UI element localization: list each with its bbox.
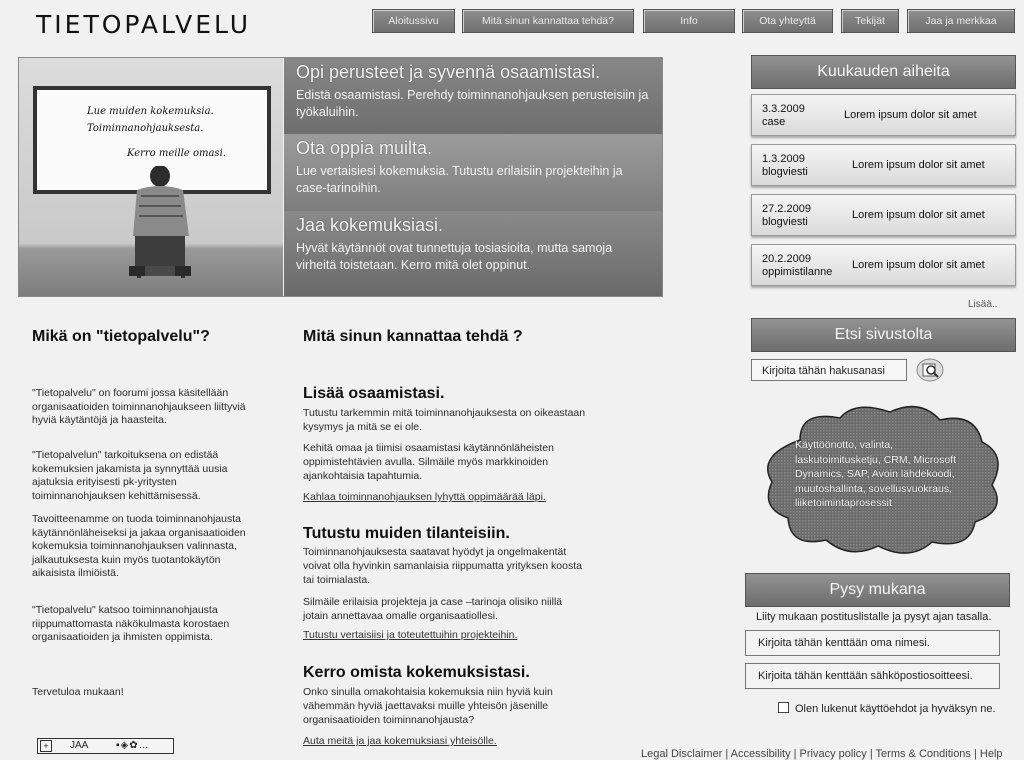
hero-panels — [284, 58, 662, 296]
hero-panel-learn[interactable] — [284, 58, 662, 134]
hero-panel-learn-from-others[interactable] — [284, 134, 662, 211]
section-link[interactable]: Auta meitä ja jaa kokemuksiasi yhteisölle. — [303, 735, 497, 747]
seated-person-image — [119, 166, 199, 284]
news-item[interactable] — [751, 144, 1016, 186]
plus-icon: + — [40, 740, 52, 752]
hero-panel-title: Ota oppia muilta. — [296, 138, 433, 158]
nav-info-button[interactable]: Info — [643, 9, 735, 33]
news-type: blogviesti — [762, 166, 808, 178]
search-icon[interactable] — [915, 357, 945, 383]
terms-checkbox[interactable] — [778, 702, 789, 713]
follow-header: Pysy mukana — [745, 573, 1010, 607]
more-link[interactable]: Lisää.. — [968, 299, 998, 310]
hero-panel-title: Jaa kokemuksiasi. — [296, 215, 444, 235]
news-item[interactable] — [751, 194, 1016, 236]
section-text: Kehitä omaa ja tiimisi osaamistasi käytännönläheisten oppimistehtävien avulla. Silmäile myös markkinoiden ajankohtaisia tapahtumia. — [303, 442, 554, 482]
section-link[interactable]: Tutustu vertaisiisi ja toteutettuihin projekteihin. — [303, 629, 518, 641]
nav-authors-button[interactable]: Tekijät — [841, 9, 899, 33]
news-item[interactable] — [751, 244, 1016, 286]
email-field[interactable]: Kirjoita tähän kenttään sähköpostiosoitteesi. — [745, 663, 1000, 689]
news-type: blogviesti — [762, 216, 808, 228]
news-title: Lorem ipsum dolor sit amet — [844, 109, 977, 121]
section-link[interactable]: Kahlaa toiminnanohjauksen lyhyttä oppimäärää läpi. — [303, 491, 546, 503]
about-paragraph: Tavoitteenamme on tuoda toiminnanohjausta käytännönläheiseksi ja jakaa organisaatioiden kokemuksia toiminnanohjauksen valinnasta, jalkautuksesta kuin myös tuotantokäytön aikaisista ilmiöistä. — [32, 513, 246, 579]
board-line: Kerro meille omasi. — [127, 148, 226, 159]
todo-title: Mitä sinun kannattaa tehdä ? — [303, 328, 523, 345]
social-icons[interactable]: ▪◈✿… — [116, 740, 150, 751]
news-date: 20.2.2009 — [762, 253, 811, 265]
nav-contact-button[interactable]: Ota yhteyttä — [742, 9, 833, 33]
footer-links[interactable]: Legal Disclaimer | Accessibility | Privacy policy | Terms & Conditions | Help — [641, 748, 1003, 760]
news-date: 27.2.2009 — [762, 203, 811, 215]
section-title: Lisää osaamistasi. — [303, 385, 445, 402]
news-type: case — [762, 116, 786, 128]
hero-panel-text: Lue vertaisiesi kokemuksia. Tutustu erilaisiin projekteihin ja case-tarinoihin. — [296, 164, 623, 195]
nav-share-button[interactable]: Jaa ja merkkaa — [907, 9, 1015, 33]
about-paragraph: "Tietopalvelu" on foorumi jossa käsitellään organisaatioiden toiminnanohjaukseen liittyviä hyviä käytäntöjä ja haasteita. — [32, 387, 246, 426]
hero-panel-text: Hyvät käytännöt ovat tunnettuja tosiasioita, mutta samoja virheitä toistetaan. Kerro mitä olet oppinut. — [296, 241, 613, 272]
about-title: Mikä on "tietopalvelu"? — [32, 328, 210, 345]
tag-cloud-text[interactable]: Käyttöönotto, valinta, laskutoimitusketju, CRM, Microsoft Dynamics, SAP, Avoin lähdekoodi, muutoshallinta, sovellusvuokraus, liiketoimintaprosessit — [795, 439, 957, 509]
board-line: Toiminnanohjauksesta. — [87, 123, 204, 134]
nav-home-button[interactable]: Aloitussivu — [372, 9, 455, 33]
news-title: Lorem ipsum dolor sit amet — [852, 259, 985, 271]
hero-banner — [18, 57, 663, 297]
share-bar[interactable] — [37, 738, 174, 754]
section-text: Tutustu tarkemmin mitä toiminnanohjauksesta on oikeastaan kysymys ja mitä se ei ole. — [303, 407, 586, 433]
section-title: Kerro omista kokemuksistasi. — [303, 664, 530, 681]
site-logo[interactable]: TIETOPALVELU — [36, 10, 252, 39]
hero-panel-text: Edistä osaamistasi. Perehdy toiminnanohjauksen perusteisiin ja työkaluihin. — [296, 88, 649, 119]
hero-panel-share[interactable] — [284, 211, 662, 296]
section-title: Tutustu muiden tilanteisiin. — [303, 525, 510, 542]
news-title: Lorem ipsum dolor sit amet — [852, 159, 985, 171]
section-text: Toiminnanohjauksesta saatavat hyödyt ja ongelmakentät voivat olla hyvinkin samanlaisia riippumatta yrityksen koosta tai toimialasta. — [303, 546, 582, 586]
share-label: JAA — [70, 740, 89, 751]
news-date: 1.3.2009 — [762, 153, 805, 165]
board-line: Lue muiden kokemuksia. — [87, 106, 214, 117]
name-field[interactable]: Kirjoita tähän kenttään oma nimesi. — [745, 630, 1000, 656]
hero-photo — [19, 58, 283, 296]
about-paragraph: Tervetuloa mukaan! — [32, 686, 124, 698]
news-item[interactable] — [751, 94, 1016, 136]
terms-row[interactable] — [778, 702, 996, 715]
about-paragraph: "Tietopalvelu" katsoo toiminnanohjausta riippumattomasta näkökulmasta korostaen organisaatioiden ja ihmisten oppimista. — [32, 604, 230, 643]
month-topics-header: Kuukauden aiheita — [751, 55, 1016, 89]
section-text: Silmäile erilaisia projekteja ja case –tarinoja olisiko niillä jotain annettavaa omalle organisaatiollesi. — [303, 596, 563, 622]
nav-what-to-do-button[interactable]: Mitä sinun kannattaa tehdä? — [462, 9, 634, 33]
hero-panel-title: Opi perusteet ja syvennä osaamistasi. — [296, 62, 601, 82]
news-type: oppimistilanne — [762, 266, 833, 278]
search-input[interactable]: Kirjoita tähän hakusanasi — [751, 359, 907, 381]
section-text: Onko sinulla omakohtaisia kokemuksia niin hyviä kuin vähemmän hyviä jaettavaksi muille yhteisön jäsenille organisaatioiden toiminnanohjausta? — [303, 686, 553, 726]
news-title: Lorem ipsum dolor sit amet — [852, 209, 985, 221]
news-date: 3.3.2009 — [762, 103, 805, 115]
terms-label: Olen lukenut käyttöehdot ja hyväksyn ne. — [795, 703, 996, 715]
search-header: Etsi sivustolta — [751, 318, 1016, 352]
follow-description: Liity mukaan postituslistalle ja pysyt ajan tasalla. — [756, 611, 992, 623]
about-paragraph: "Tietopalvelun" tarkoituksena on edistää kokemuksien jakamista ja synnyttää uusia ajatuksia erityisesti pk-yritysten toiminnanohjauksen kehittämisessä. — [32, 449, 228, 502]
